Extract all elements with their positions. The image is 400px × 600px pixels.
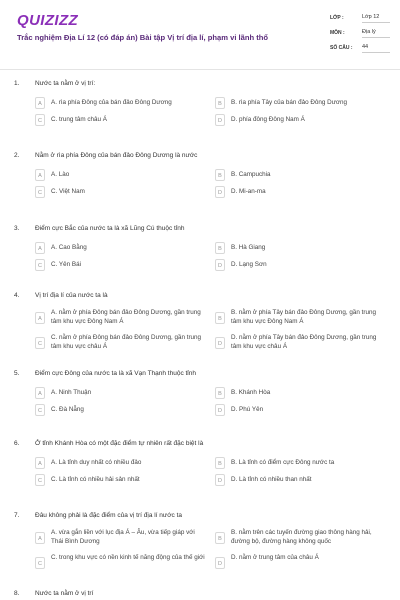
- option-text: A. Lào: [51, 171, 70, 178]
- answer-option-b[interactable]: [215, 169, 385, 181]
- option-text: C. trong khu vực có nền kinh tế năng động của thế giới: [51, 554, 205, 561]
- question-number: 8.: [14, 590, 20, 597]
- option-text: C. Việt Nam: [51, 188, 85, 195]
- answer-option-a[interactable]: [35, 387, 205, 399]
- meta-label: LỚP :: [330, 15, 344, 21]
- answer-option-c[interactable]: [35, 474, 205, 486]
- option-text: C. trung tâm châu Á: [51, 116, 107, 123]
- question-text: Vị trí địa lí của nước ta là: [35, 292, 108, 299]
- question-text: Điểm cực Bắc của nước ta là xã Lũng Cú thuộc tỉnh: [35, 225, 185, 232]
- option-text: D. Là tỉnh có nhiều than nhất: [231, 476, 312, 483]
- option-letter-box: C: [35, 186, 45, 198]
- question-text: Nước ta nằm ở vị trí: [35, 590, 94, 597]
- option-letter-box: D: [215, 474, 225, 486]
- answer-option-d[interactable]: [215, 186, 385, 198]
- option-letter-box: D: [215, 404, 225, 416]
- option-text: B. Hà Giang: [231, 244, 266, 251]
- option-text: D. Lạng Sơn: [231, 261, 267, 268]
- option-text: C. Yên Bái: [51, 261, 81, 268]
- question-text: Nước ta nằm ở vị trí:: [35, 80, 96, 87]
- option-letter-box: A: [35, 457, 45, 469]
- option-letter-box: B: [215, 387, 225, 399]
- option-text: D. nằm ở trung tâm của châu Á: [231, 554, 319, 561]
- answer-option-b[interactable]: [215, 387, 385, 399]
- answer-option-a[interactable]: [35, 309, 205, 329]
- answer-option-d[interactable]: [215, 554, 385, 574]
- question-number: 7.: [14, 512, 20, 519]
- quiz-header: [0, 0, 400, 70]
- option-text: B. nằm trên các tuyến đường giao thông hàng hải, đường bộ, đường hàng không quốc: [231, 529, 372, 545]
- question-number: 5.: [14, 370, 20, 377]
- option-letter-box: A: [35, 387, 45, 399]
- answer-option-a[interactable]: [35, 97, 205, 109]
- answer-option-a[interactable]: [35, 457, 205, 469]
- option-text: D. Mi-an-ma: [231, 188, 266, 195]
- answer-option-c[interactable]: [35, 334, 205, 354]
- option-letter-box: A: [35, 312, 45, 324]
- question-number: 6.: [14, 440, 20, 447]
- option-letter-box: D: [215, 259, 225, 271]
- answer-option-c[interactable]: [35, 114, 205, 126]
- option-text: C. Là tỉnh có nhiều hải sản nhất: [51, 476, 140, 483]
- header-divider: [0, 69, 400, 70]
- option-letter-box: C: [35, 474, 45, 486]
- option-text: B. Campuchia: [231, 171, 271, 178]
- option-text: B. Khánh Hòa: [231, 389, 271, 396]
- option-letter-box: A: [35, 532, 45, 544]
- option-text: A. rìa phía Đông của bán đảo Đông Dương: [51, 99, 172, 106]
- meta-value: Lớp 12: [362, 12, 390, 23]
- option-text: A. vừa gắn liền với lục địa Á – Âu, vừa tiếp giáp với Thái Bình Dương: [51, 529, 195, 545]
- option-text: C. nằm ở phía Đông bán đảo Đông Dương, gần trung tâm khu vực châu Á: [51, 334, 202, 350]
- answer-option-d[interactable]: [215, 334, 385, 354]
- answer-option-a[interactable]: [35, 169, 205, 181]
- answer-option-d[interactable]: [215, 114, 385, 126]
- option-letter-box: C: [35, 259, 45, 271]
- answer-option-b[interactable]: [215, 97, 385, 109]
- question-text: Nằm ở rìa phía Đông của bán đảo Đông Dương là nước: [35, 152, 198, 159]
- option-text: B. rìa phía Tây của bán đảo Đông Dương: [231, 99, 348, 106]
- answer-option-c[interactable]: [35, 554, 205, 574]
- question-number: 4.: [14, 292, 20, 299]
- question-text: Điểm cực Đông của nước ta là xã Vạn Thạnh thuộc tỉnh: [35, 370, 196, 377]
- option-letter-box: B: [215, 532, 225, 544]
- option-letter-box: A: [35, 169, 45, 181]
- answer-option-a[interactable]: [35, 242, 205, 254]
- option-letter-box: D: [215, 337, 225, 349]
- option-text: A. Ninh Thuận: [51, 389, 92, 396]
- option-letter-box: C: [35, 404, 45, 416]
- meta-value: Địa lý: [362, 27, 390, 38]
- option-letter-box: C: [35, 114, 45, 126]
- answer-option-a[interactable]: [35, 529, 205, 549]
- answer-option-c[interactable]: [35, 259, 205, 271]
- meta-class-row: [330, 12, 390, 27]
- option-letter-box: D: [215, 114, 225, 126]
- answer-option-b[interactable]: [215, 457, 385, 469]
- option-letter-box: D: [215, 186, 225, 198]
- question-number: 1.: [14, 80, 20, 87]
- option-letter-box: B: [215, 97, 225, 109]
- quiz-meta: [330, 12, 390, 57]
- answer-option-d[interactable]: [215, 259, 385, 271]
- option-letter-box: D: [215, 557, 225, 569]
- meta-subject-row: [330, 27, 390, 42]
- option-text: B. nằm ở phía Tây bán đảo Đông Dương, gần trung tâm khu vực Đông Nam Á: [231, 309, 377, 325]
- question-text: Ở tỉnh Khánh Hòa có một đặc điểm tự nhiên rất đặc biệt là: [35, 440, 204, 447]
- option-text: D. nằm ở phía Tây bán đảo Đông Dương, gần trung tâm khu vực châu Á: [231, 334, 377, 350]
- option-text: A. Cao Bằng: [51, 244, 87, 251]
- option-text: D. phía đông Đông Nam Á: [231, 116, 305, 123]
- option-letter-box: A: [35, 242, 45, 254]
- quiz-title: Trắc nghiệm Địa Lí 12 (có đáp án) Bài tập Vị trí địa lí, phạm vi lãnh thổ: [17, 33, 269, 42]
- option-text: D. Phú Yên: [231, 406, 264, 413]
- quizizz-logo[interactable]: QUIZIZZ: [17, 12, 79, 29]
- answer-option-b[interactable]: [215, 242, 385, 254]
- answer-option-b[interactable]: [215, 309, 385, 329]
- option-letter-box: C: [35, 557, 45, 569]
- question-text: Đâu không phải là đặc điểm của vị trí địa lí nước ta: [35, 512, 182, 519]
- answer-option-d[interactable]: [215, 474, 385, 486]
- option-letter-box: B: [215, 457, 225, 469]
- meta-count-row: [330, 42, 390, 57]
- option-letter-box: C: [35, 337, 45, 349]
- answer-option-b[interactable]: [215, 529, 385, 549]
- answer-option-d[interactable]: [215, 404, 385, 416]
- meta-label: SỐ CÂU :: [330, 45, 353, 51]
- option-text: C. Đà Nẵng: [51, 406, 84, 413]
- meta-value: 44: [362, 42, 390, 53]
- option-letter-box: B: [215, 242, 225, 254]
- option-text: B. Là tỉnh có điểm cực Đông nước ta: [231, 459, 335, 466]
- meta-label: MÔN :: [330, 30, 345, 36]
- option-letter-box: A: [35, 97, 45, 109]
- option-letter-box: B: [215, 312, 225, 324]
- question-number: 3.: [14, 225, 20, 232]
- question-number: 2.: [14, 152, 20, 159]
- option-letter-box: B: [215, 169, 225, 181]
- option-text: A. Là tỉnh duy nhất có nhiều đảo: [51, 459, 142, 466]
- answer-option-c[interactable]: [35, 186, 205, 198]
- option-text: A. nằm ở phía Đông bán đảo Đông Dương, gần trung tâm khu vực Đông Nam Á: [51, 309, 201, 325]
- answer-option-c[interactable]: [35, 404, 205, 416]
